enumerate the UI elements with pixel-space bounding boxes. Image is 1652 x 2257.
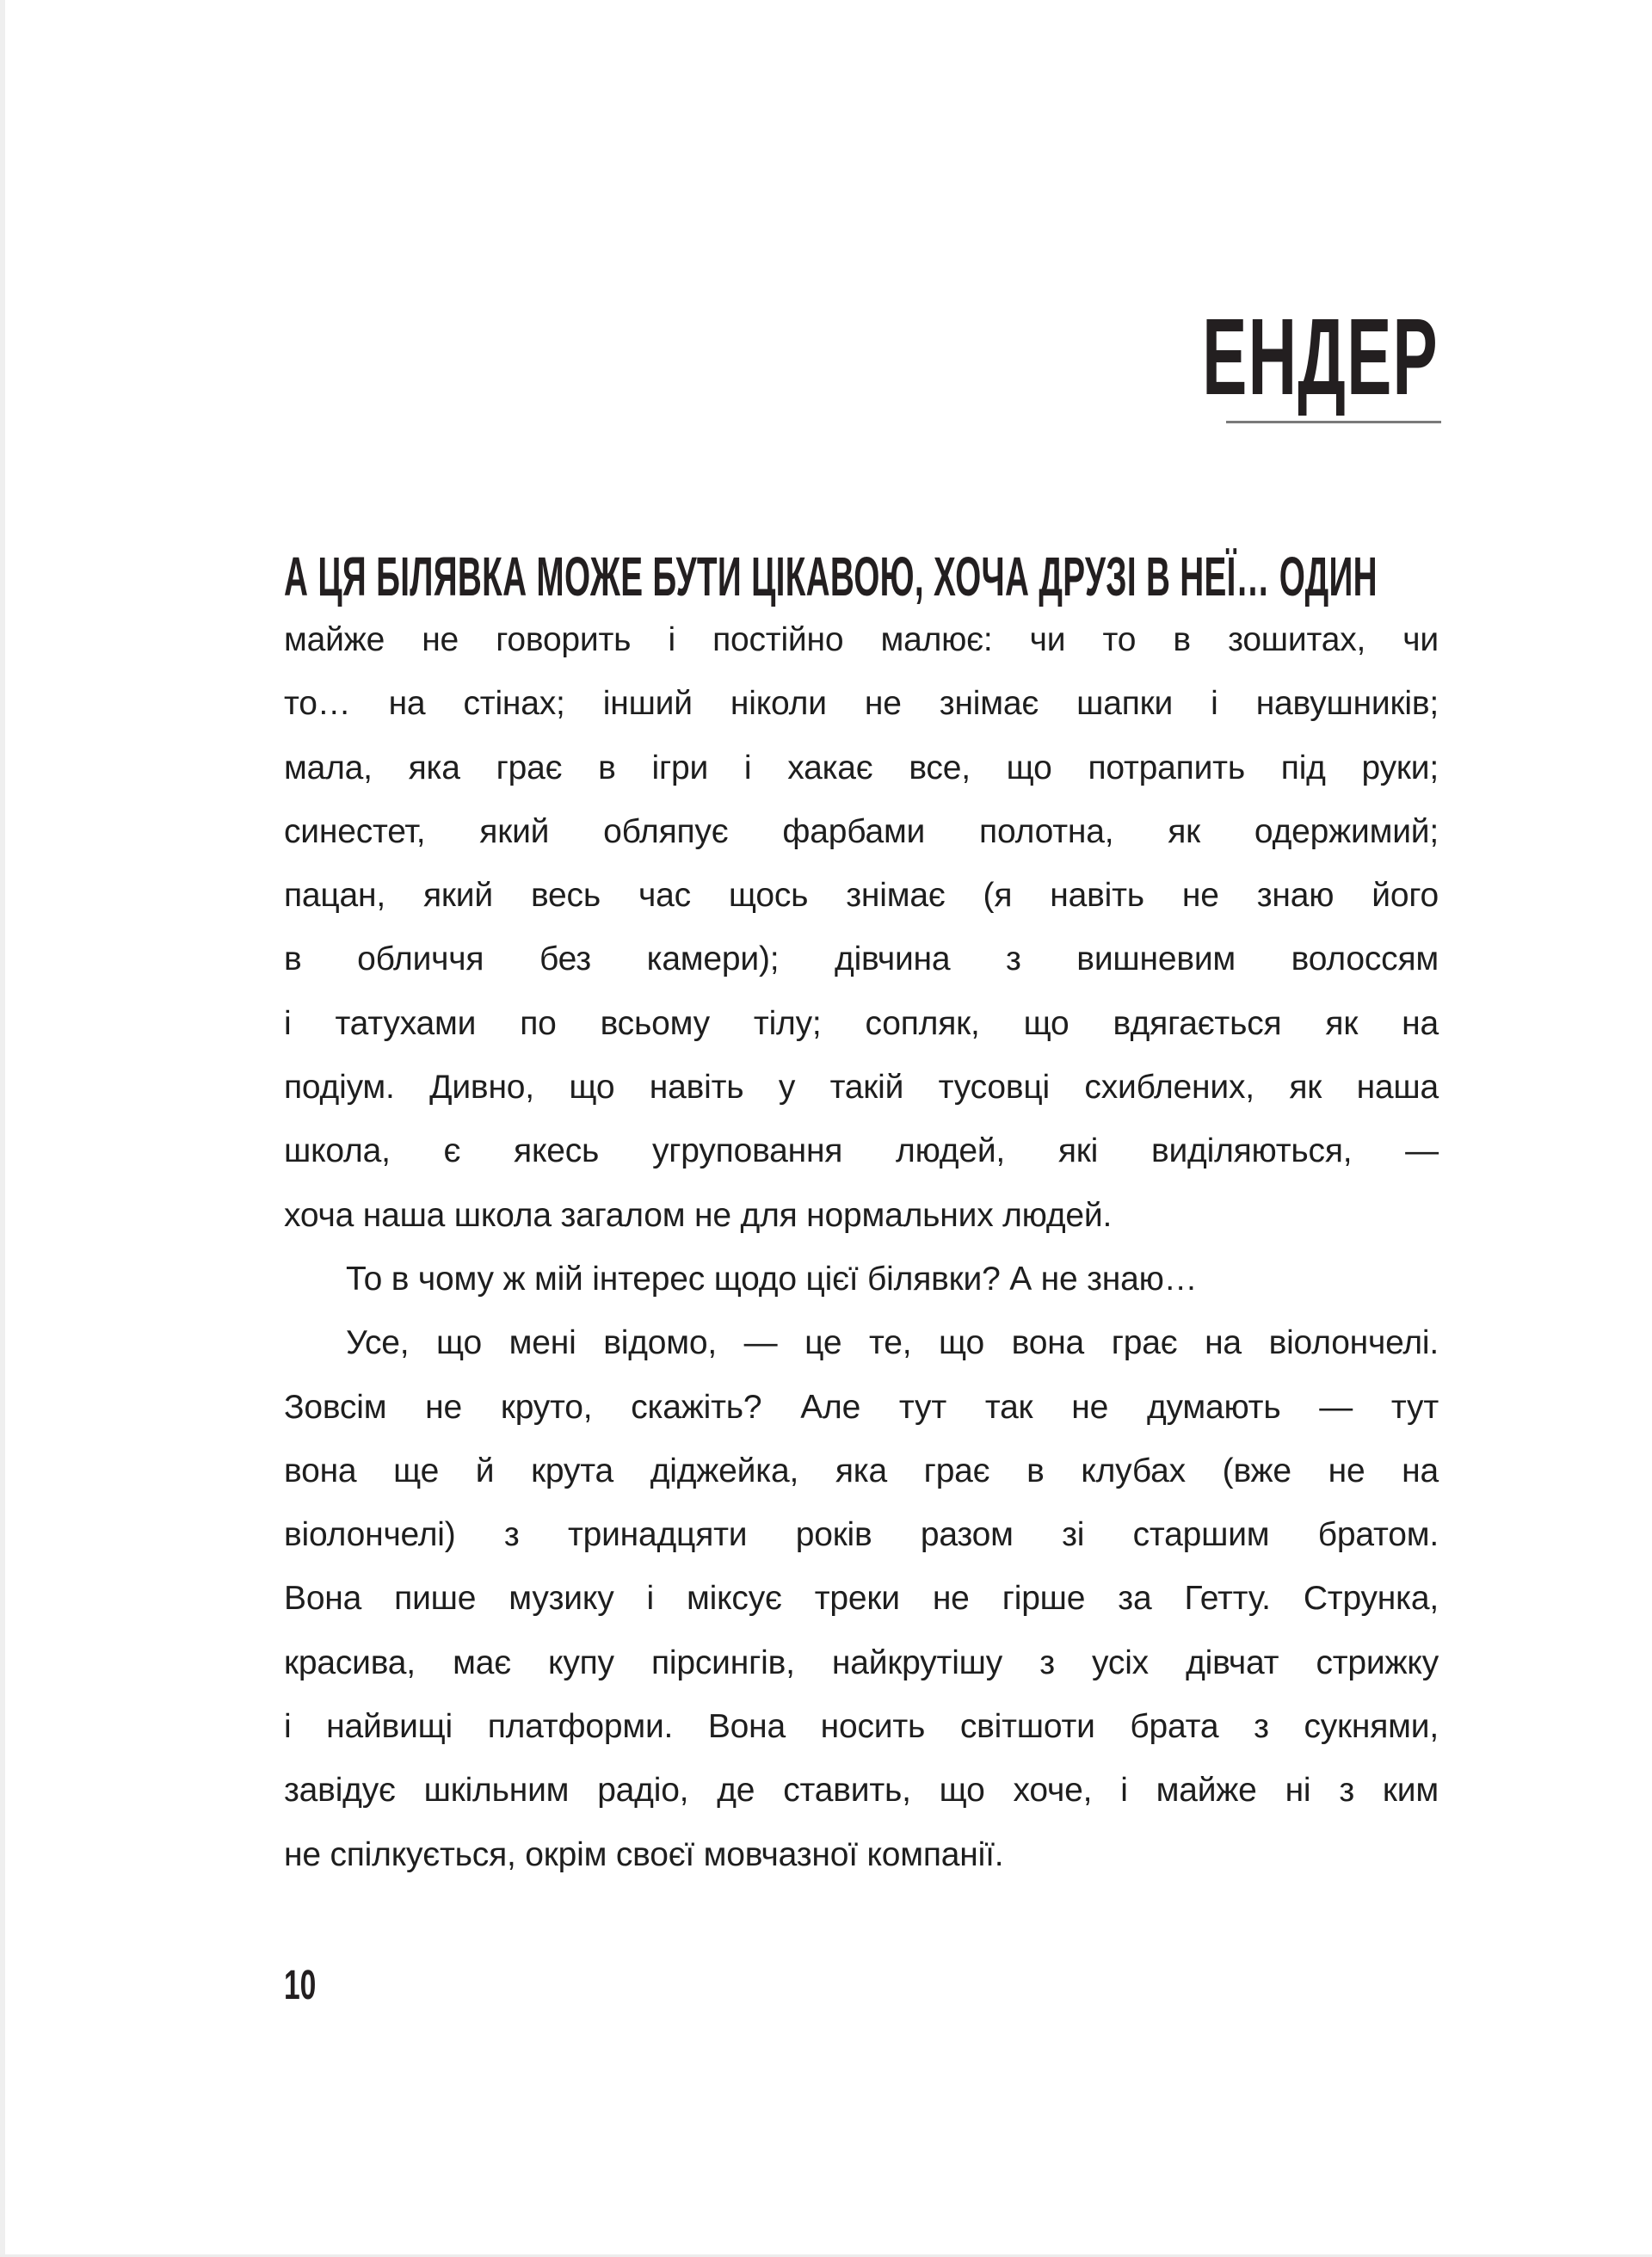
page-edge-left	[0, 0, 5, 2257]
chapter-title: ЕНДЕР	[1202, 296, 1439, 417]
text-line: не спілкується, окрім своєї мовчазної компанії.	[284, 1835, 1004, 1873]
text-line: школа, є якесь угруповання людей, які виділяються, —	[284, 1132, 1439, 1170]
text-line: і татухами по всьому тілу; сопляк, що вдягається як на	[284, 1004, 1439, 1042]
text-line: завідує шкільним радіо, де ставить, що хоче, і майже ні з ким	[284, 1772, 1439, 1810]
text-line: синестет, який обляпує фарбами полотна, як одержимий;	[284, 812, 1439, 850]
paragraph-1	[284, 608, 1439, 1248]
text-line: майже не говорить і постійно малює: чи то в зошитах, чи	[284, 621, 1439, 658]
text-line: віолончелі) з тринадцяти років разом зі старшим братом.	[284, 1516, 1439, 1554]
text-line: подіум. Дивно, що навіть у такій тусовці схиблених, як наша	[284, 1069, 1439, 1107]
text-line: то… на стінах; інший ніколи не знімає шапки і навушників;	[284, 685, 1439, 723]
page-number: 10	[284, 1963, 317, 2008]
title-underline-rule	[1226, 421, 1441, 423]
text-column	[284, 545, 1439, 1887]
text-line: красива, має купу пірсингів, найкрутішу з усіх дівчат стрижку	[284, 1643, 1439, 1681]
lead-line	[284, 545, 1439, 608]
text-line: пацан, який весь час щось знімає (я навіть не знаю його	[284, 877, 1439, 915]
text-line: мала, яка грає в ігри і хакає все, що потрапить під руки;	[284, 749, 1439, 786]
paragraph-2	[284, 1248, 1439, 1311]
text-line: Зовсім не круто, скажіть? Але тут так не думають — тут	[284, 1388, 1439, 1426]
text-line: Вона пише музику і міксує треки не гірше за Гетту. Струнка,	[284, 1580, 1439, 1618]
text-line: і найвищі платформи. Вона носить світшоти брата з сукнями,	[284, 1708, 1439, 1746]
lead-line-text: А ЦЯ БІЛЯВКА МОЖЕ БУТИ ЦІКАВОЮ, ХОЧА ДРУЗІ В НЕЇ… ОДИН	[284, 546, 1378, 607]
paragraph-3	[284, 1311, 1439, 1887]
text-line: вона ще й крута діджейка, яка грає в клубах (вже не на	[284, 1452, 1439, 1489]
text-line: в обличчя без камери); дівчина з вишневим волоссям	[284, 940, 1439, 978]
text-line: хоча наша школа загалом не для нормальних людей.	[284, 1196, 1113, 1234]
text-line: То в чому ж мій інтерес щодо цієї білявки? А не знаю…	[346, 1260, 1198, 1298]
text-line: Усе, що мені відомо, — це те, що вона грає на віолончелі.	[346, 1324, 1439, 1362]
